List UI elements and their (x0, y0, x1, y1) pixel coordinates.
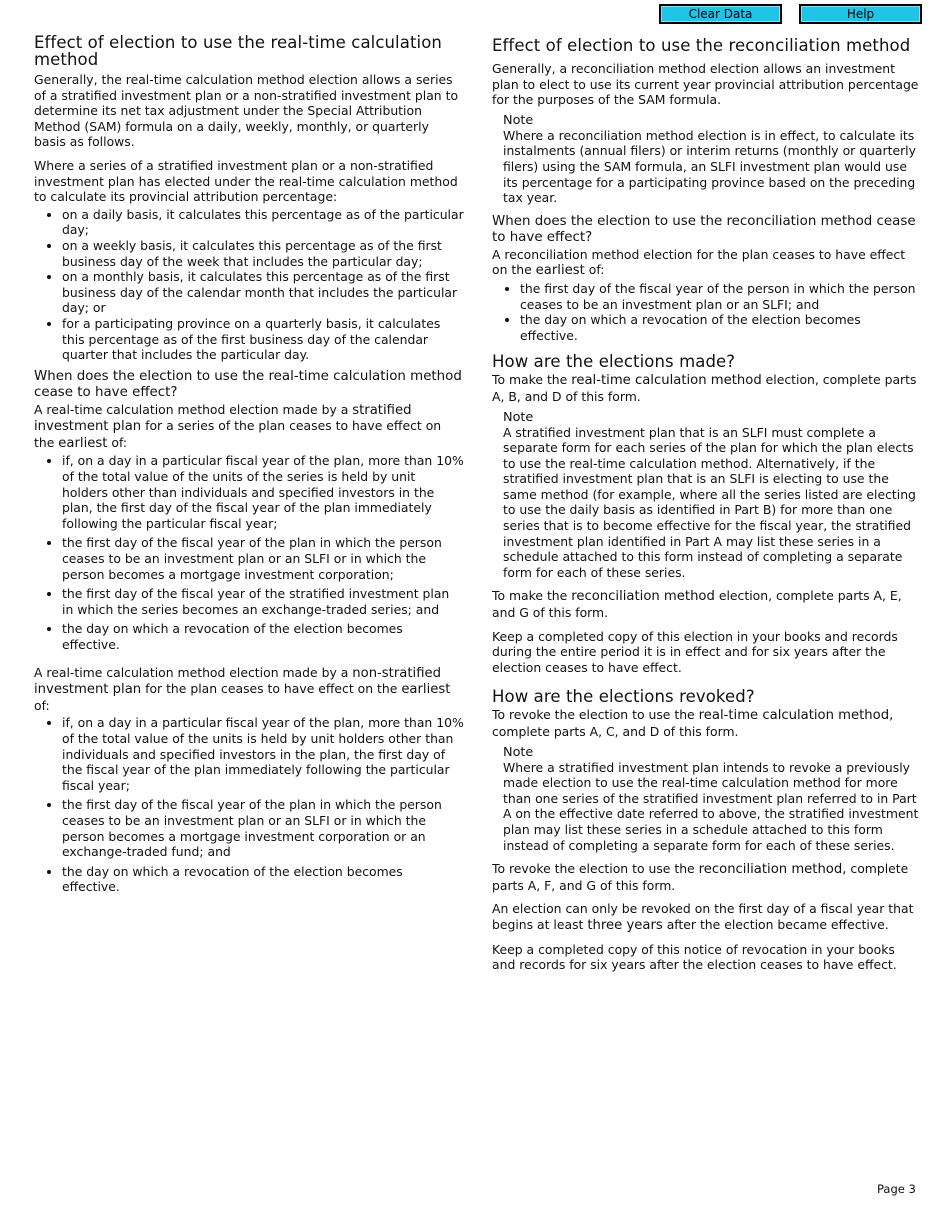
list-item: • the first day of the fiscal year of the person in which the person ceases to be an investment plan or an SLFI; and (520, 281, 922, 312)
list-calculation-basis (34, 207, 464, 363)
list-item: • for a participating province on a quarterly basis, it calculates this percentage as of the first business day of the calendar quarter that includes the particular day. (62, 316, 464, 363)
heading-elections-revoked: How are the elections revoked? (492, 687, 755, 707)
paragraph-realtime-where: Where a series of a stratified investment plan or a non-stratified investment plan has elected under the real-time calculation method to calculate its provincial attribution percentage: (34, 157, 458, 205)
note-title: Note (503, 409, 534, 425)
list-item: • on a monthly basis, it calculates this percentage as of the first business day of the calendar month that includes the particular day; or (62, 269, 464, 316)
paragraph-keep-revocation: Keep a completed copy of this notice of revocation in your books and records for six years after the election ceases to have effect. (492, 941, 897, 973)
right-column (492, 37, 922, 981)
heading-elections-made: How are the elections made? (492, 352, 736, 372)
left-column (34, 34, 464, 901)
paragraph-reconciliation-cease: A reconciliation method election for the plan ceases to have effect on the earliest of: (492, 246, 906, 279)
list-nonstratified-cease (34, 715, 464, 895)
note-body: A stratified investment plan that is an SLFI must complete a separate form for each series of the plan for which the plan elects to use the real-time calculation method. Alternatively, if the stratified investment plan that is an SLFI is electing to use the same method (for example, where all the series listed are electing to use the daily basis as identified in Part B) for more than one series that is to become effective for the fiscal year, the stratified investment plan identified in Part A may list these series in a schedule attached to this form instead of completing a separate form for each of these series. (503, 424, 916, 580)
note-title: Note (503, 112, 534, 128)
list-item: • on a weekly basis, it calculates this percentage as of the first business day of the week that includes the particular day; (62, 238, 464, 269)
clear-data-button[interactable]: Clear Data (659, 4, 782, 24)
heading-realtime-effect: Effect of election to use the real-time calculation method (34, 33, 442, 69)
page-number: Page 3 (877, 1182, 916, 1196)
note-title: Note (503, 744, 534, 760)
paragraph-realtime-generally: Generally, the real-time calculation method election allows a series of a stratified investment plan or a non-stratified investment plan to determine its net tax adjustment under the Special Attribution Method (SAM) formula on a daily, weekly, monthly, or quarterly basis as follows. (34, 72, 459, 150)
list-reconciliation-cease (492, 281, 922, 343)
heading-reconciliation-effect: Effect of election to use the reconciliation method (492, 36, 911, 55)
paragraph-revoke-timing: An election can only be revoked on the first day of a fiscal year that begins at least three years after the election became effective. (492, 901, 914, 933)
list-item: • the first day of the fiscal year of the plan in which the person ceases to be an investment plan or an SLFI or in which the person becomes a mortgage investment corporation or an exchange-traded fund; and (62, 797, 464, 859)
list-item: • if, on a day in a particular fiscal year of the plan, more than 10% of the total value of the units is held by unit holders other than individuals and specified investors in the plan, the first day of the fiscal year of the plan immediately following the particular fiscal year; (62, 715, 464, 793)
note-revoke-series (503, 745, 922, 854)
paragraph-make-reconciliation: To make the reconciliation method election, complete parts A, E, and G of this form. (492, 588, 902, 621)
list-item: • the first day of the fiscal year of the stratified investment plan in which the series becomes an exchange-traded series; and (62, 586, 464, 617)
paragraph-reconciliation-generally: Generally, a reconciliation method election allows an investment plan to elect to use its current year provincial attribution percentage for the purposes of the SAM formula. (492, 61, 919, 108)
list-item: • the first day of the fiscal year of the plan in which the person ceases to be an investment plan or an SLFI or in which the person becomes a mortgage investment corporation; (62, 535, 464, 582)
list-item: • the day on which a revocation of the election becomes effective. (62, 864, 464, 895)
paragraph-keep-election: Keep a completed copy of this election in your books and records during the entire period it is in effect and for six years after the election ceases to have effect. (492, 628, 898, 675)
paragraph-revoke-reconciliation: To revoke the election to use the reconciliation method, complete parts A, F, and G of this form. (492, 861, 909, 893)
help-button[interactable]: Help (799, 4, 922, 24)
list-item: • the day on which a revocation of the election becomes effective. (520, 312, 922, 343)
paragraph-revoke-realtime: To revoke the election to use the real-time calculation method, complete parts A, C, and D of this form. (492, 707, 894, 739)
note-body: Where a reconciliation method election is in effect, to calculate its instalments (annual filers) or interim returns (monthly or quarterly filers) using the SAM formula, an SLFI investment plan would use its percentage for a participating province based on the preceding tax year. (503, 127, 916, 206)
list-item: • the day on which a revocation of the election becomes effective. (62, 621, 464, 652)
heading-reconciliation-cease: When does the election to use the reconciliation method cease to have effect? (492, 213, 916, 245)
note-reconciliation (503, 113, 922, 206)
paragraph-stratified-intro: A real-time calculation method election made by a stratified investment plan for a series of the plan ceases to have effect on the earliest of: (34, 401, 442, 451)
list-stratified-cease (34, 453, 464, 652)
list-item: • on a daily basis, it calculates this percentage as of the particular day; (62, 207, 464, 238)
paragraph-nonstratified-intro: A real-time calculation method election made by a non-stratified investment plan for the plan ceases to have effect on the earliest of: (34, 664, 451, 713)
paragraph-make-realtime: To make the real-time calculation method election, complete parts A, B, and D of this form. (492, 372, 917, 404)
note-stratified-series (503, 410, 922, 581)
list-item: • if, on a day in a particular fiscal year of the plan, more than 10% of the total value of the units of the series is held by unit holders other than individuals and specified investors in the plan, the first day of the fiscal year of the plan immediately following the particular fiscal year; (62, 453, 464, 531)
heading-realtime-cease: When does the election to use the real-time calculation method cease to have effect? (34, 368, 462, 400)
note-body: Where a stratified investment plan intends to revoke a previously made election to use the real-time calculation method for more than one series of the stratified investment plan referred to in Part A on the effective date referred to above, the stratified investment plan may list these series in a schedule attached to this form instead of completing a separate form for each of these series. (503, 759, 919, 853)
